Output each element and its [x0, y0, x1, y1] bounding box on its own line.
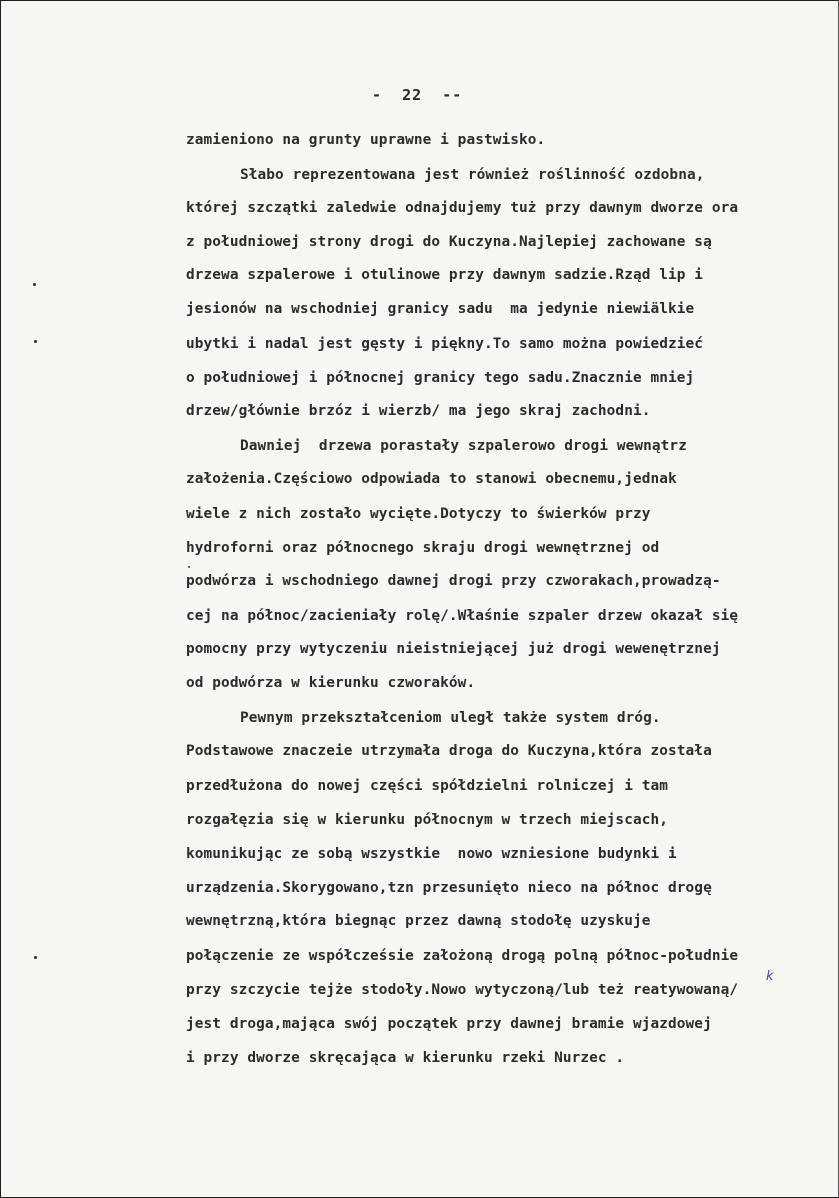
- line-6: ubytki i nadal jest gęsty i piękny.To samo można powiedzieć: [186, 336, 704, 352]
- line-26: jest droga,mająca swój początek przy dawnej bramie wjazdowej: [186, 1016, 712, 1032]
- line-16: od podwórza w kierunku czworaków.: [186, 675, 476, 691]
- margin-dot: [34, 340, 37, 343]
- line-9: Dawniej drzewa porastały szpalerowo drogi wewnątrz: [240, 438, 687, 454]
- line-11: wiele z nich zostało wycięte.Dotyczy to świerków przy: [186, 506, 651, 522]
- line-10: założenia.Częściowo odpowiada to stanowi obecnemu,jednak: [186, 471, 677, 487]
- line-5: jesionów na wschodniej granicy sadu ma jedynie niewiälkie: [186, 301, 695, 317]
- line-7: o południowej i północnej granicy tego sadu.Znacznie mniej: [186, 370, 695, 386]
- line-13: podwórza i wschodniego dawnej drogi przy czworakach,prowadzą-: [186, 573, 721, 589]
- line-4: drzewa szpalerowe i otulinowe przy dawnym sadzie.Rząd lip i: [186, 267, 704, 283]
- line-21: komunikując ze sobą wszystkie nowo wzniesione budynki i: [186, 846, 677, 862]
- line-2: której szczątki zaledwie odnajdujemy tuż przy dawnym dworze ora: [186, 200, 739, 216]
- line-1: Słabo reprezentowana jest również roślinność ozdobna,: [240, 167, 705, 183]
- handwritten-correction-mark: k: [766, 969, 774, 984]
- line-8: drzew/głównie brzóz i wierzb/ ma jego skraj zachodni.: [186, 403, 651, 419]
- line-22: urządzenia.Skorygowano,tzn przesunięto nieco na północ drogę: [186, 880, 712, 896]
- line-12: hydroforni oraz północnego skraju drogi wewnętrznej od: [186, 540, 660, 556]
- line-15: pomocny przy wytyczeniu nieistniejącej już drogi wewenętrznej: [186, 641, 721, 657]
- line-23: wewnętrzną,która biegnąc przez dawną stodołę uzyskuje: [186, 913, 651, 929]
- line-3: z południowej strony drogi do Kuczyna.Najlepiej zachowane są: [186, 234, 712, 250]
- line-27: i przy dworze skręcająca w kierunku rzeki Nurzec .: [186, 1050, 625, 1066]
- line-18: Podstawowe znaczeie utrzymała droga do Kuczyna,która została: [186, 743, 712, 759]
- line-20: rozgałęzia się w kierunku północnym w trzech miejscach,: [186, 812, 669, 828]
- line-14: cej na północ/zacieniały rolę/.Właśnie szpaler drzew okazał się: [186, 608, 739, 624]
- line-0: zamieniono na grunty uprawne i pastwisko.: [186, 132, 546, 148]
- line-17: Pewnym przekształceniom uległ także system dróg.: [240, 710, 661, 726]
- margin-dot: [33, 283, 36, 286]
- line-25: przy szczycie tejże stodoły.Nowo wytyczoną/lub też reatywowaną/: [186, 982, 739, 998]
- line-24: połączenie ze współcześsie założoną drogą polną północ-południe: [186, 948, 739, 964]
- page-number: - 22 --: [372, 86, 463, 104]
- margin-dot: [188, 566, 190, 568]
- margin-dot: [34, 956, 37, 959]
- line-19: przedłużona do nowej części spółdzielni rolniczej i tam: [186, 778, 669, 794]
